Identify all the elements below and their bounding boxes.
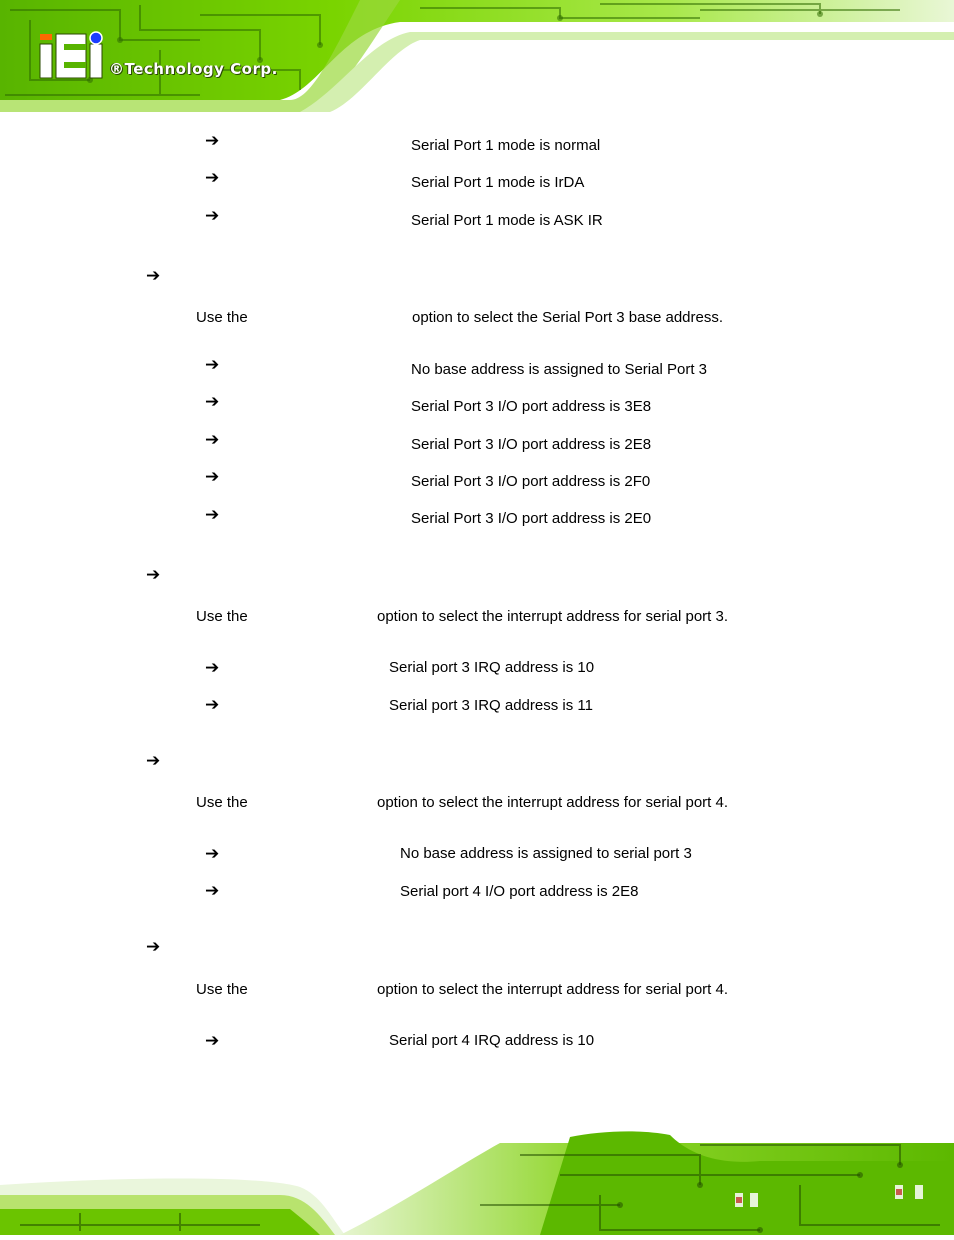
company-name: ®Technology Corp. (109, 60, 278, 78)
arrow-icon: ➔ (205, 168, 220, 188)
page-footer (0, 1125, 954, 1235)
option-description: Serial Port 3 I/O port address is 3E8 (411, 398, 652, 415)
option-description: Serial port 4 IRQ address is 10 (389, 1032, 595, 1049)
section-arrow-icon: ➔ (146, 751, 161, 771)
section-description: option to select the interrupt address for serial port 4. (377, 981, 729, 998)
arrow-icon: ➔ (205, 131, 220, 151)
section-intro: Use the (196, 309, 248, 326)
option-description: Serial port 3 IRQ address is 11 (389, 697, 593, 714)
arrow-icon: ➔ (205, 658, 220, 678)
section-intro: Use the (196, 981, 248, 998)
section-arrow-icon: ➔ (146, 937, 161, 957)
option-description: Serial port 4 I/O port address is 2E8 (400, 883, 639, 900)
option-description: Serial Port 1 mode is ASK IR (411, 212, 603, 229)
section-description: option to select the Serial Port 3 base address. (412, 309, 724, 326)
section-intro: Use the (196, 794, 248, 811)
arrow-icon: ➔ (205, 844, 220, 864)
circuit-board-banner (0, 0, 954, 112)
arrow-icon: ➔ (205, 355, 220, 375)
arrow-icon: ➔ (205, 1031, 220, 1051)
option-description: Serial Port 3 I/O port address is 2F0 (411, 473, 651, 490)
arrow-icon: ➔ (205, 392, 220, 412)
option-description: Serial Port 1 mode is normal (411, 137, 601, 154)
section-intro: Use the (196, 608, 248, 625)
option-description: Serial Port 3 I/O port address is 2E8 (411, 436, 652, 453)
arrow-icon: ➔ (205, 695, 220, 715)
option-description: Serial Port 3 I/O port address is 2E0 (411, 510, 652, 527)
arrow-icon: ➔ (205, 505, 220, 525)
option-description: No base address is assigned to Serial Port 3 (411, 361, 707, 378)
arrow-icon: ➔ (205, 206, 220, 226)
circuit-board-footer (0, 1125, 954, 1235)
section-arrow-icon: ➔ (146, 565, 161, 585)
iei-logo-icon (40, 32, 102, 78)
arrow-icon: ➔ (205, 881, 220, 901)
section-description: option to select the interrupt address for serial port 4. (377, 794, 729, 811)
page-header (0, 0, 954, 112)
arrow-icon: ➔ (205, 430, 220, 450)
section-description: option to select the interrupt address for serial port 3. (377, 608, 729, 625)
arrow-icon: ➔ (205, 467, 220, 487)
option-description: No base address is assigned to serial port 3 (400, 845, 692, 862)
section-arrow-icon: ➔ (146, 266, 161, 286)
option-description: Serial port 3 IRQ address is 10 (389, 659, 595, 676)
option-description: Serial Port 1 mode is IrDA (411, 174, 585, 191)
